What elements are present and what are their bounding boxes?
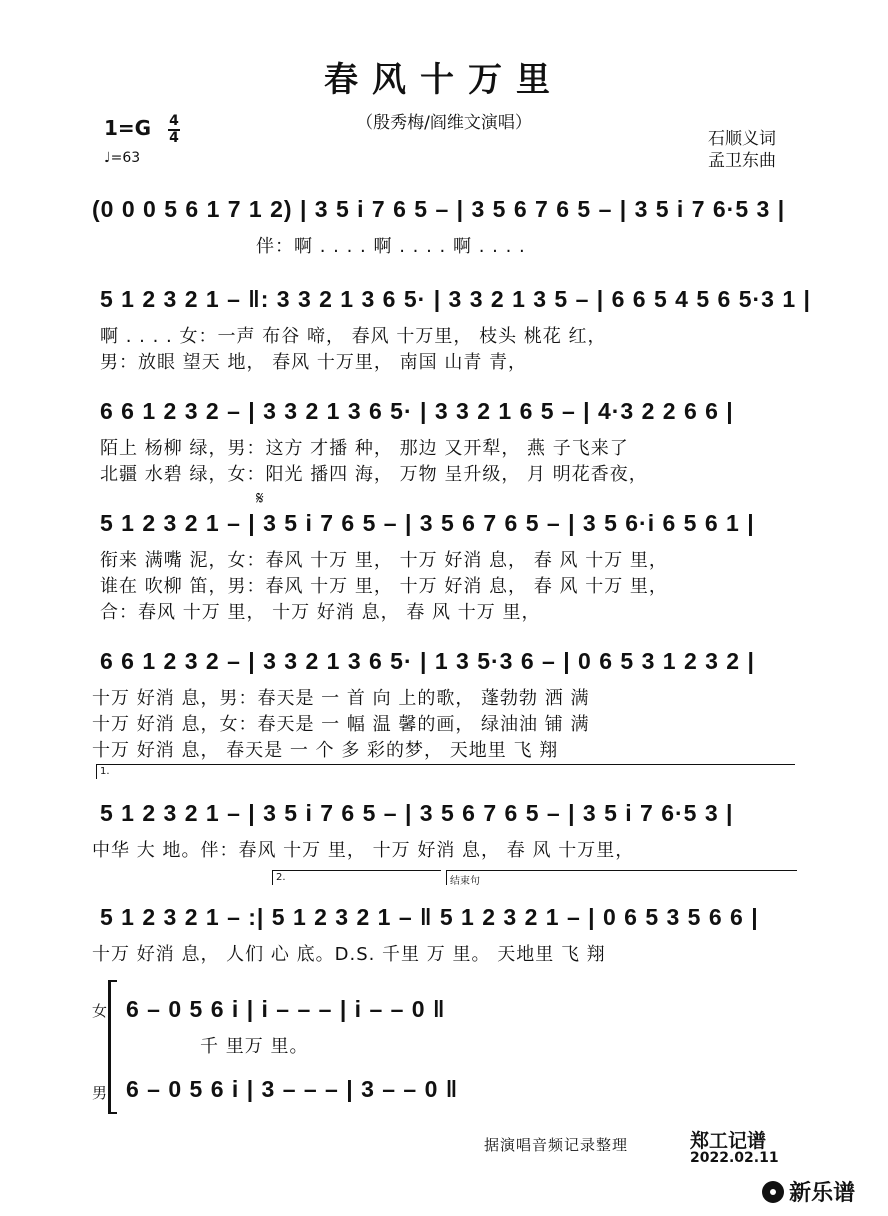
song-title: 春风十万里	[324, 60, 564, 100]
time-signature	[168, 114, 180, 146]
system-6-notes: 5 1 2 3 2 1 – | 3 5 i 7 6 5 – | 3 5 6 7 6 5 – | 3 5 i 7 6·5 3 |	[100, 800, 734, 826]
transcription-note: 据演唱音频记录整理	[484, 1136, 629, 1154]
first-ending-label: 1.	[100, 766, 110, 777]
system-5-lyric-2: 十万 好消 息，女：春天是 一 幅 温 馨的画， 绿油油 铺 满	[92, 714, 590, 735]
system-4-lyric-3: 合：春风 十万 里， 十万 好消 息， 春 风 十万 里，	[100, 602, 541, 623]
meter-top: 4	[169, 113, 179, 129]
system-2-lyric-1: 啊 . . . . 女：一声 布谷 啼， 春风 十万里， 枝头 桃花 红，	[100, 326, 607, 347]
brand-logo	[762, 1176, 855, 1207]
system-4-notes: 5 1 2 3 2 1 – | 3 5 i 7 6 5 – | 3 5 6 7 6 5 – | 3 5 6·i 6 5 6 1 |	[100, 510, 755, 536]
composer: 孟卫东曲	[708, 151, 776, 171]
arranger-name: 郑工记谱	[690, 1130, 767, 1152]
tempo-marking: ♩=63	[104, 150, 141, 166]
female-part-label: 女	[92, 1002, 108, 1020]
performers-subtitle: （殷秀梅/阎维文演唱）	[356, 113, 532, 133]
music-disc-icon	[762, 1181, 784, 1203]
system-7-lyric-1: 十万 好消 息， 人们 心 底。D.S. 千里 万 里。 天地里 飞 翔	[92, 944, 606, 965]
brand-name: 新乐谱	[789, 1181, 856, 1206]
system-7-notes: 5 1 2 3 2 1 – :| 5 1 2 3 2 1 – ‖ 5 1 2 3 2 1 – | 0 6 5 3 5 6 6 |	[100, 904, 759, 930]
coda-male-notes: 6 – 0 5 6 i | 3 – – – | 3 – – 0 ‖	[126, 1076, 459, 1102]
system-2-notes: 5 1 2 3 2 1 – ‖: 3 3 2 1 3 6 5· | 3 3 2 1 3 5 – | 6 6 5 4 5 6 5·3 1 |	[100, 286, 811, 312]
ending-phrase-bracket	[446, 870, 797, 885]
meter-bottom: 4	[169, 130, 179, 146]
system-1-notes: (0 0 0 5 6 1 7 1 2) | 3 5 i 7 6 5 – | 3 5 6 7 6 5 – | 3 5 i 7 6·5 3 |	[92, 196, 786, 222]
duet-brace	[108, 980, 117, 1114]
lyricist: 石顺义词	[708, 129, 776, 149]
system-5-lyric-3: 十万 好消 息， 春天是 一 个 多 彩的梦， 天地里 飞 翔	[92, 740, 559, 761]
transcription-date: 2022.02.11	[690, 1150, 779, 1166]
system-5-notes: 6 6 1 2 3 2 – | 3 3 2 1 3 6 5· | 1 3 5·3 6 – | 0 6 5 3 1 2 3 2 |	[100, 648, 755, 674]
system-3-lyric-1: 陌上 杨柳 绿，男：这方 才播 种， 那边 又开犁， 燕 子飞来了	[100, 438, 629, 459]
coda-female-notes: 6 – 0 5 6 i | i – – – | i – – 0 ‖	[126, 996, 446, 1022]
male-part-label: 男	[92, 1084, 108, 1102]
coda-female-lyrics: 千 里万 里。	[200, 1036, 309, 1057]
ending-phrase-label: 结束句	[450, 876, 480, 887]
system-6-lyric-1: 中华 大 地。伴：春风 十万 里， 十万 好消 息， 春 风 十万里，	[92, 840, 635, 861]
system-1-lyric-1: 伴：啊 . . . . 啊 . . . . 啊 . . . .	[256, 236, 526, 257]
second-ending-bracket	[272, 870, 441, 885]
segno-sign: 𝄋	[256, 488, 264, 509]
first-ending-bracket	[96, 764, 795, 779]
system-3-lyric-2: 北疆 水碧 绿，女：阳光 播四 海， 万物 呈升级， 月 明花香夜，	[100, 464, 648, 485]
second-ending-label: 2.	[276, 872, 286, 883]
system-5-lyric-1: 十万 好消 息，男：春天是 一 首 向 上的歌， 蓬勃勃 洒 满	[92, 688, 590, 709]
system-3-notes: 6 6 1 2 3 2 – | 3 3 2 1 3 6 5· | 3 3 2 1 6 5 – | 4·3 2 2 6 6 |	[100, 398, 734, 424]
system-4-lyric-2: 谁在 吹柳 笛，男：春风 十万 里， 十万 好消 息， 春 风 十万 里，	[100, 576, 668, 597]
system-2-lyric-2: 男：放眼 望天 地， 春风 十万里， 南国 山青 青，	[100, 352, 528, 373]
system-4-lyric-1: 衔来 满嘴 泥，女：春风 十万 里， 十万 好消 息， 春 风 十万 里，	[100, 550, 668, 571]
key-signature: 1=G	[104, 116, 152, 140]
